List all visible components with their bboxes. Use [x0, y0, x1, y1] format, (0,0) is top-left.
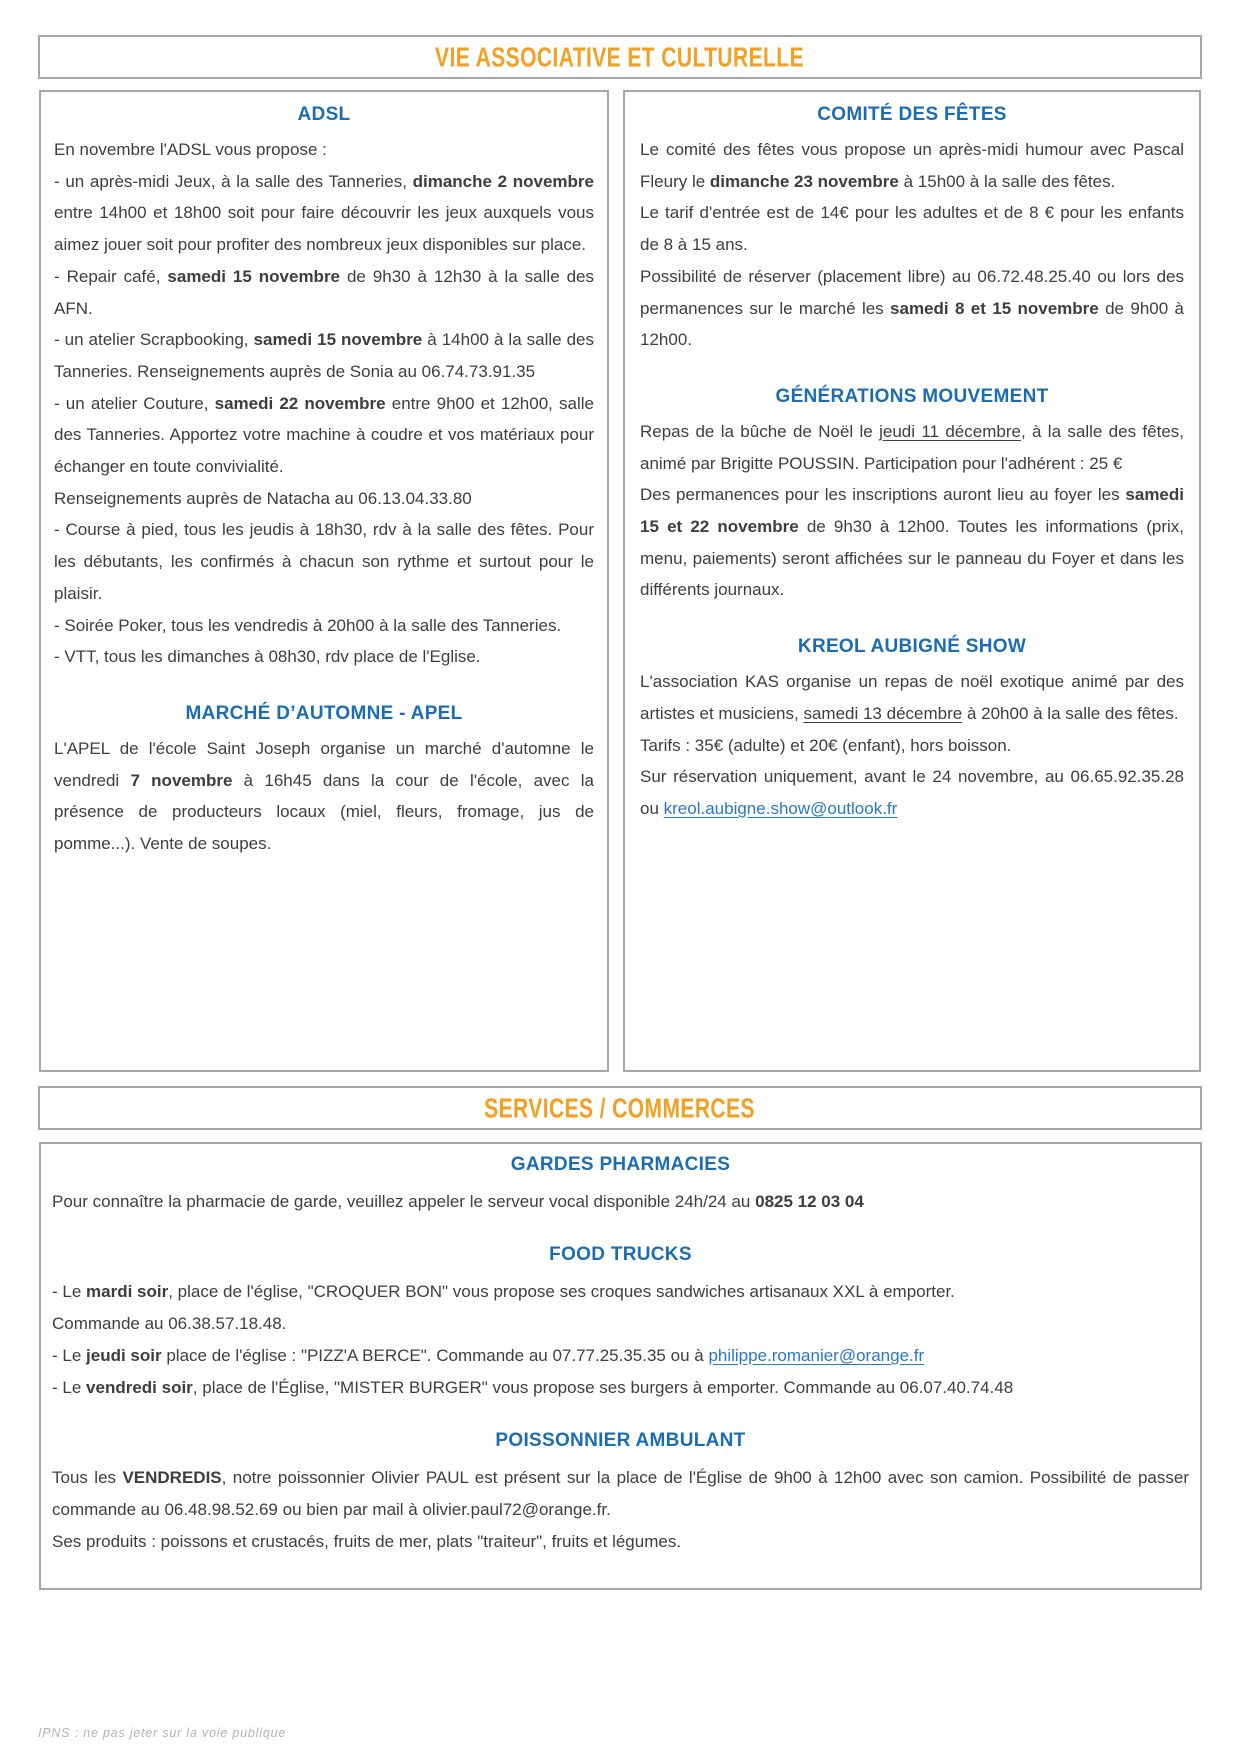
paragraph	[54, 641, 594, 673]
text-run: - Le	[52, 1282, 87, 1301]
text-run: samedi 22 novembre	[214, 393, 386, 413]
paragraph	[54, 610, 594, 642]
text-run: Tous les	[52, 1468, 123, 1487]
text-run: 7 novembre	[130, 770, 233, 790]
text-run: samedi 13 décembre	[803, 703, 963, 723]
paragraph	[54, 166, 594, 261]
text-run: mardi soir	[86, 1282, 169, 1301]
text-run: à 15h00 à la salle des fêtes.	[898, 171, 1116, 191]
paragraph	[640, 730, 1184, 762]
text-run: - Le	[52, 1378, 87, 1397]
paragraph	[54, 514, 594, 609]
text-run: Repas de la bûche de Noël le	[640, 421, 880, 441]
text-run: à 16h45 dans la cour de l'école, avec la présence de producteurs locaux (miel, fleurs, fromage, jus de pomme...). Vente de soupes.	[54, 770, 594, 854]
section-title: POISSONNIER AMBULANT	[495, 1430, 746, 1451]
text-run: dimanche 2 novembre	[412, 171, 594, 191]
text-run: - Soirée Poker, tous les vendredis à 20h00 à la salle des Tanneries.	[54, 615, 562, 635]
paragraph	[54, 483, 594, 515]
section-title: KREOL AUBIGNÉ SHOW	[797, 636, 1027, 658]
text-run: Commande au 06.38.57.18.48.	[52, 1314, 287, 1333]
text-run: Sur réservation uniquement, avant le 24 novembre, au 06.65.92.35.28 ou	[640, 767, 1184, 818]
text-run: , notre poissonnier Olivier PAUL est présent sur la place de l'Église de 9h00 à 12h00 avec son camion. Possibilité de passer commande au 06.48.98.52.69 ou bien par mail à olivier.paul72@orange.fr.	[52, 1468, 1190, 1519]
paragraph	[52, 1462, 1189, 1526]
text-run: Ses produits : poissons et crustacés, fruits de mer, plats "traiteur", fruits et légumes.	[52, 1532, 682, 1551]
text-run: - Repair café,	[54, 266, 168, 286]
paragraph	[640, 134, 1184, 197]
text-run: L'APEL de l'école Saint Joseph organise un marché d'automne le vendredi	[54, 738, 594, 790]
text-run: L'association KAS organise un repas de noël exotique animé par des artistes et musiciens,	[640, 672, 1184, 723]
services-section	[39, 1142, 1202, 1590]
text-run: de 9h30 à 12h00. Toutes les informations (prix, menu, paiements) seront affichées sur le panneau du Foyer et dans les différents journaux.	[640, 517, 1184, 600]
banner-title: SERVICES / COMMERCES	[484, 1091, 756, 1124]
text-run: , à la salle des fêtes, animé par Brigitte POUSSIN. Participation pour l'adhérent : 25 €	[640, 421, 1184, 473]
paragraph	[54, 388, 594, 483]
text-run: samedi 8 et 15 novembre	[890, 298, 1099, 318]
email-link[interactable]: kreol.aubigne.show@outlook.fr	[663, 798, 898, 818]
text-run: - Course à pied, tous les jeudis à 18h30, rdv à la salle des fêtes. Pour les débutants, les confirmés à chacun son rythme et surtout pour le plaisir.	[54, 520, 594, 603]
text-run: En novembre l'ADSL vous propose :	[54, 140, 327, 159]
section-title: COMITÉ DES FÊTES	[817, 104, 1007, 125]
section-banner-vie-associative	[38, 35, 1202, 79]
text-run: Pour connaître la pharmacie de garde, veuillez appeler le serveur vocal disponible 24h/24 au	[52, 1192, 756, 1211]
left-column	[39, 90, 609, 1072]
paragraph	[640, 416, 1184, 479]
paragraph	[52, 1308, 1189, 1340]
text-run: 0825 12 03 04	[755, 1192, 864, 1211]
text-run: place de l'église : "PIZZ'A BERCE". Commande au 07.77.25.35.35 ou à	[161, 1346, 709, 1365]
text-run: VENDREDIS	[122, 1468, 222, 1487]
text-run: - un après-midi Jeux, à la salle des Tanneries,	[54, 171, 413, 191]
text-run: samedi 15 novembre	[167, 266, 341, 286]
right-column	[623, 90, 1201, 1072]
section-banner-services-commerces	[38, 1086, 1202, 1130]
text-run: à 14h00 à la salle des Tanneries. Renseignements auprès de Sonia au 06.74.73.91.35	[54, 330, 594, 381]
text-run: Tarifs : 35€ (adulte) et 20€ (enfant), hors boisson.	[640, 735, 1012, 755]
paragraph	[54, 261, 594, 324]
paragraph	[52, 1526, 1189, 1558]
text-run: Renseignements auprès de Natacha au 06.13.04.33.80	[54, 488, 472, 508]
text-run: dimanche 23 novembre	[709, 171, 899, 191]
paragraph	[640, 197, 1184, 260]
paragraph	[54, 134, 594, 166]
section-title: FOOD TRUCKS	[549, 1244, 692, 1265]
banner-title: VIE ASSOCIATIVE ET CULTURELLE	[435, 40, 805, 73]
paragraph	[54, 733, 594, 860]
text-run: à 20h00 à la salle des fêtes.	[962, 703, 1179, 723]
text-run: samedi 15 et 22 novembre	[640, 485, 1184, 537]
text-run: - Le	[52, 1346, 87, 1365]
text-run: Le comité des fêtes vous propose un après-midi humour avec Pascal Fleury le	[640, 140, 1184, 191]
text-run: entre 14h00 et 18h00 soit pour faire découvrir les jeux auxquels vous aimez jouer soit pour profiter des nombreux jeux disponibles sur place.	[54, 203, 594, 255]
paragraph	[640, 479, 1184, 606]
text-run: , place de l'église, "CROQUER BON" vous propose ses croques sandwiches artisanaux XXL à emporter.	[168, 1282, 955, 1301]
footer-note: IPNS : ne pas jeter sur la voie publique	[38, 1726, 287, 1740]
section-title: GÉNÉRATIONS MOUVEMENT	[775, 385, 1049, 407]
text-run: - VTT, tous les dimanches à 08h30, rdv place de l'Eglise.	[54, 647, 481, 667]
text-run: - un atelier Scrapbooking,	[54, 330, 254, 350]
paragraph	[640, 761, 1184, 824]
email-link[interactable]: philippe.romanier@orange.fr	[708, 1346, 925, 1365]
text-run: jeudi soir	[86, 1346, 162, 1365]
paragraph	[52, 1186, 1189, 1218]
paragraph	[54, 324, 594, 387]
text-run: - un atelier Couture,	[54, 393, 215, 413]
text-run: samedi 15 novembre	[253, 330, 423, 350]
text-run: de 9h00 à 12h00.	[640, 298, 1184, 350]
text-run: Le tarif d'entrée est de 14€ pour les adultes et de 8 € pour les enfants de 8 à 15 ans.	[640, 203, 1184, 255]
text-run: Possibilité de réserver (placement libre) au 06.72.48.25.40 ou lors des permanences sur le marché les	[640, 266, 1184, 318]
text-run: jeudi 11 décembre	[879, 421, 1021, 441]
text-run: de 9h30 à 12h30 à la salle des AFN.	[54, 266, 594, 318]
section-title: ADSL	[297, 104, 351, 125]
paragraph	[640, 261, 1184, 356]
section-title: GARDES PHARMACIES	[510, 1154, 731, 1175]
paragraph	[52, 1372, 1189, 1404]
text-run: entre 9h00 et 12h00, salle des Tanneries. Apportez votre machine à coudre et vos matériaux pour échanger en toute convivialité.	[54, 393, 594, 477]
section-title: MARCHÉ D’AUTOMNE - APEL	[185, 702, 463, 724]
paragraph	[640, 666, 1184, 729]
text-run: Des permanences pour les inscriptions auront lieu au foyer les	[640, 485, 1126, 505]
paragraph	[52, 1276, 1189, 1308]
paragraph	[52, 1340, 1189, 1372]
text-run: vendredi soir	[86, 1378, 193, 1397]
text-run: , place de l'Église, "MISTER BURGER" vous propose ses burgers à emporter. Commande au 06.07.40.74.48	[192, 1378, 1014, 1397]
